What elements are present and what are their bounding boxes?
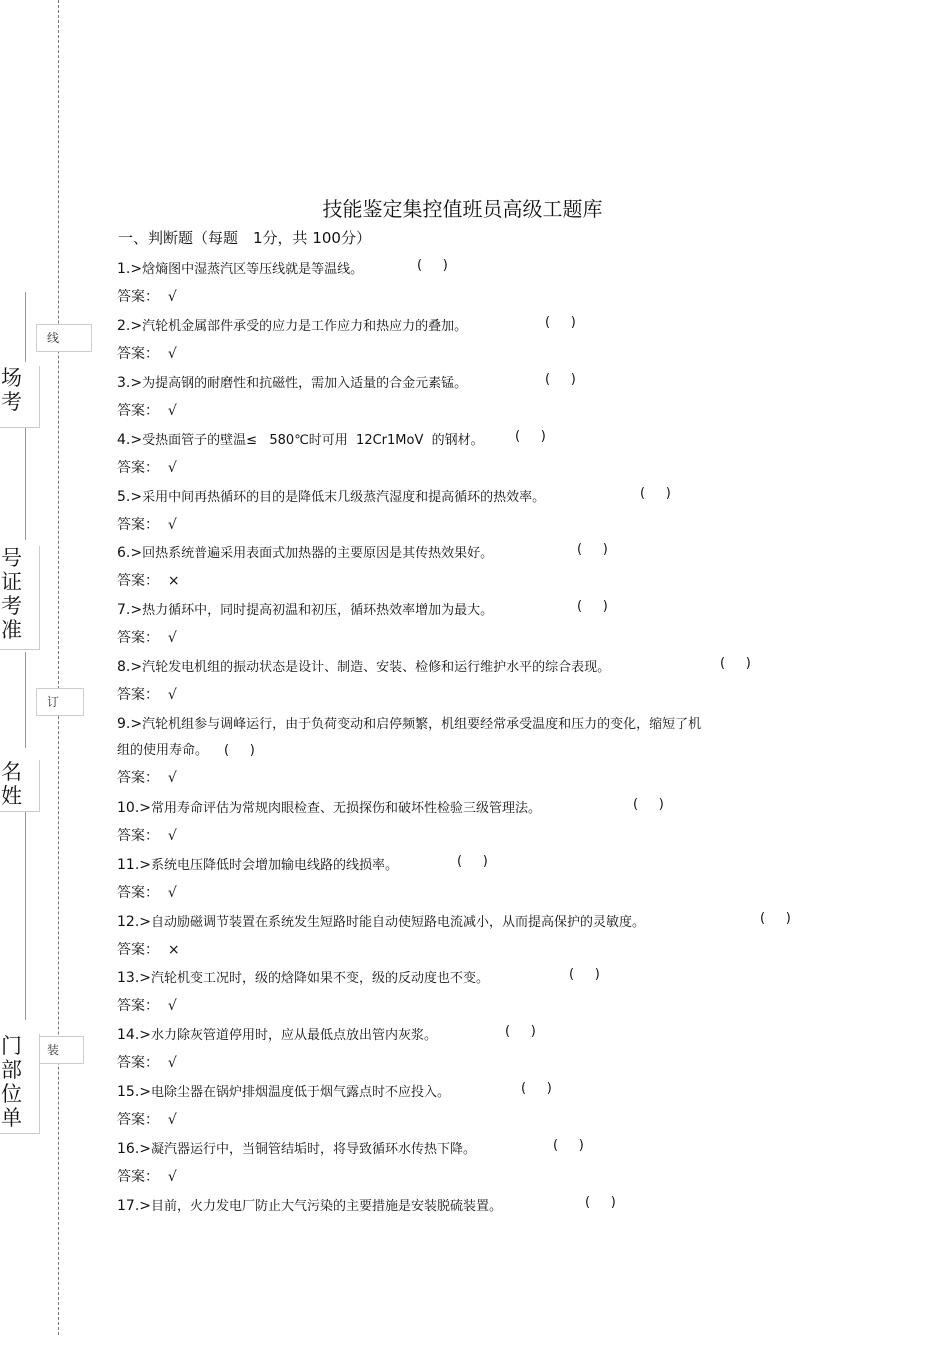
answer-blank: ( ) xyxy=(553,1138,584,1153)
field-label-department: 门 部 位 单 xyxy=(0,1034,40,1134)
question-text: 水力除灰管道停用时，应从最低点放出管内灰浆。 xyxy=(151,1028,438,1043)
question-line xyxy=(117,486,545,505)
answer-line: 答案： √ xyxy=(117,1112,177,1128)
field-label-exam-room: 场 考 xyxy=(0,366,40,428)
question-line xyxy=(117,315,467,334)
question-text: 为提高钢的耐磨性和抗磁性，需加入适量的合金元素锰。 xyxy=(142,376,468,391)
question-text: 电除尘器在锅炉排烟温度低于烟气露点时不应投入。 xyxy=(151,1085,451,1100)
binding-solid-line xyxy=(25,812,26,1020)
answer-blank: ( ) xyxy=(633,797,664,812)
question-text: 常用寿命评估为常规肉眼检查、无损探伤和破坏性检验三级管理法。 xyxy=(151,801,542,816)
question-text: 回热系统普遍采用表面式加热器的主要原因是其传热效果好。 xyxy=(142,546,494,561)
answer-blank: ( ) xyxy=(577,542,608,557)
question-text: 汽轮机金属部件承受的应力是工作应力和热应力的叠加。 xyxy=(142,319,468,334)
field-label-admission-number: 号 证 考 准 xyxy=(0,546,40,650)
answer-blank: ( ) xyxy=(569,967,600,982)
question-text: 自动励磁调节装置在系统发生短路时能自动使短路电流减小，从而提高保护的灵敏度。 xyxy=(151,915,646,930)
question-line xyxy=(117,656,610,675)
question-line xyxy=(117,797,541,816)
question-number: 12.> xyxy=(117,914,151,930)
answer-blank: ( ) xyxy=(577,599,608,614)
question-line xyxy=(117,1081,450,1100)
answer-blank: ( ) xyxy=(521,1081,552,1096)
answer-blank: ( ) xyxy=(224,743,255,758)
question-text-continued: 组的使用寿命。 xyxy=(117,743,209,758)
question-text: 系统电压降低时会增加输电线路的线损率。 xyxy=(151,858,399,873)
question-number: 16.> xyxy=(117,1141,151,1157)
answer-line: 答案： √ xyxy=(117,828,177,844)
question-text: 汽轮机组参与调峰运行，由于负荷变动和启停频繁，机组要经常承受温度和压力的变化，缩短了机 xyxy=(142,717,702,732)
answer-line: 答案： √ xyxy=(117,630,177,646)
answer-line: 答案： √ xyxy=(117,687,177,703)
question-number: 8.> xyxy=(117,659,143,675)
question-line xyxy=(117,1195,502,1214)
question-text: 热力循环中，同时提高初温和初压，循环热效率增加为最大。 xyxy=(142,603,494,618)
question-number: 9.> xyxy=(117,716,143,732)
answer-line: 答案： √ xyxy=(117,460,177,476)
question-line xyxy=(117,429,484,448)
question-line xyxy=(117,599,493,618)
question-line-continued xyxy=(117,739,255,758)
answer-blank: ( ) xyxy=(545,372,576,387)
answer-blank: ( ) xyxy=(640,486,671,501)
question-line xyxy=(117,911,645,930)
section-heading: 一、判断题（每题 1分，共 100分） xyxy=(118,229,371,247)
field-label-name: 名 姓 xyxy=(0,760,40,812)
question-line xyxy=(117,1138,476,1157)
answer-line: 答案： √ xyxy=(117,346,177,362)
question-number: 10.> xyxy=(117,800,151,816)
question-line xyxy=(117,372,467,391)
answer-blank: ( ) xyxy=(585,1195,616,1210)
question-number: 17.> xyxy=(117,1198,151,1214)
answer-blank: ( ) xyxy=(457,854,488,869)
question-line xyxy=(117,967,489,986)
question-number: 14.> xyxy=(117,1027,151,1043)
question-number: 1.> xyxy=(117,261,143,277)
answer-line: 答案： √ xyxy=(117,770,177,786)
question-number: 2.> xyxy=(117,318,143,334)
answer-line: 答案： √ xyxy=(117,998,177,1014)
answer-blank: ( ) xyxy=(417,258,448,273)
question-number: 11.> xyxy=(117,857,151,873)
answer-line: 答案： × xyxy=(117,942,180,958)
question-number: 7.> xyxy=(117,602,143,618)
binding-label-zhuang: 装 xyxy=(36,1036,84,1064)
answer-blank: ( ) xyxy=(515,429,546,444)
question-number: 6.> xyxy=(117,545,143,561)
answer-blank: ( ) xyxy=(545,315,576,330)
answer-blank: ( ) xyxy=(720,656,751,671)
question-number: 4.> xyxy=(117,432,143,448)
answer-blank: ( ) xyxy=(505,1024,536,1039)
question-number: 5.> xyxy=(117,489,143,505)
question-text: 目前，火力发电厂防止大气污染的主要措施是安装脱硫装置。 xyxy=(151,1199,503,1214)
question-text: 凝汽器运行中，当铜管结垢时，将导致循环水传热下降。 xyxy=(151,1142,477,1157)
answer-line: 答案： √ xyxy=(117,1169,177,1185)
question-number: 13.> xyxy=(117,970,151,986)
answer-line: 答案： √ xyxy=(117,289,177,305)
question-line xyxy=(117,1024,437,1043)
question-number: 3.> xyxy=(117,375,143,391)
question-text: 采用中间再热循环的目的是降低末几级蒸汽湿度和提高循环的热效率。 xyxy=(142,490,546,505)
question-text: 汽轮机变工况时，级的焓降如果不变，级的反动度也不变。 xyxy=(151,971,490,986)
binding-solid-line xyxy=(25,428,26,540)
question-line xyxy=(117,258,363,277)
binding-solid-line xyxy=(25,292,26,362)
page-title: 技能鉴定集控值班员高级工题库 xyxy=(322,197,603,221)
question-number: 15.> xyxy=(117,1084,151,1100)
binding-label-ding: 订 xyxy=(36,688,84,716)
question-text: 受热面管子的壁温≤ 580℃时可用 12Cr1MoV 的钢材。 xyxy=(142,433,484,448)
answer-blank: ( ) xyxy=(760,911,791,926)
answer-line: 答案： √ xyxy=(117,403,177,419)
question-line xyxy=(117,713,701,732)
binding-label-line: 线 xyxy=(36,324,92,352)
binding-solid-line xyxy=(25,652,26,748)
question-text: 汽轮发电机组的振动状态是设计、制造、安装、检修和运行维护水平的综合表现。 xyxy=(142,660,611,675)
answer-line: 答案： √ xyxy=(117,1055,177,1071)
answer-line: 答案： √ xyxy=(117,517,177,533)
question-line xyxy=(117,854,398,873)
question-line xyxy=(117,542,493,561)
answer-line: 答案： √ xyxy=(117,885,177,901)
question-text: 焓熵图中湿蒸汽区等压线就是等温线。 xyxy=(142,262,364,277)
answer-line: 答案： × xyxy=(117,573,180,589)
